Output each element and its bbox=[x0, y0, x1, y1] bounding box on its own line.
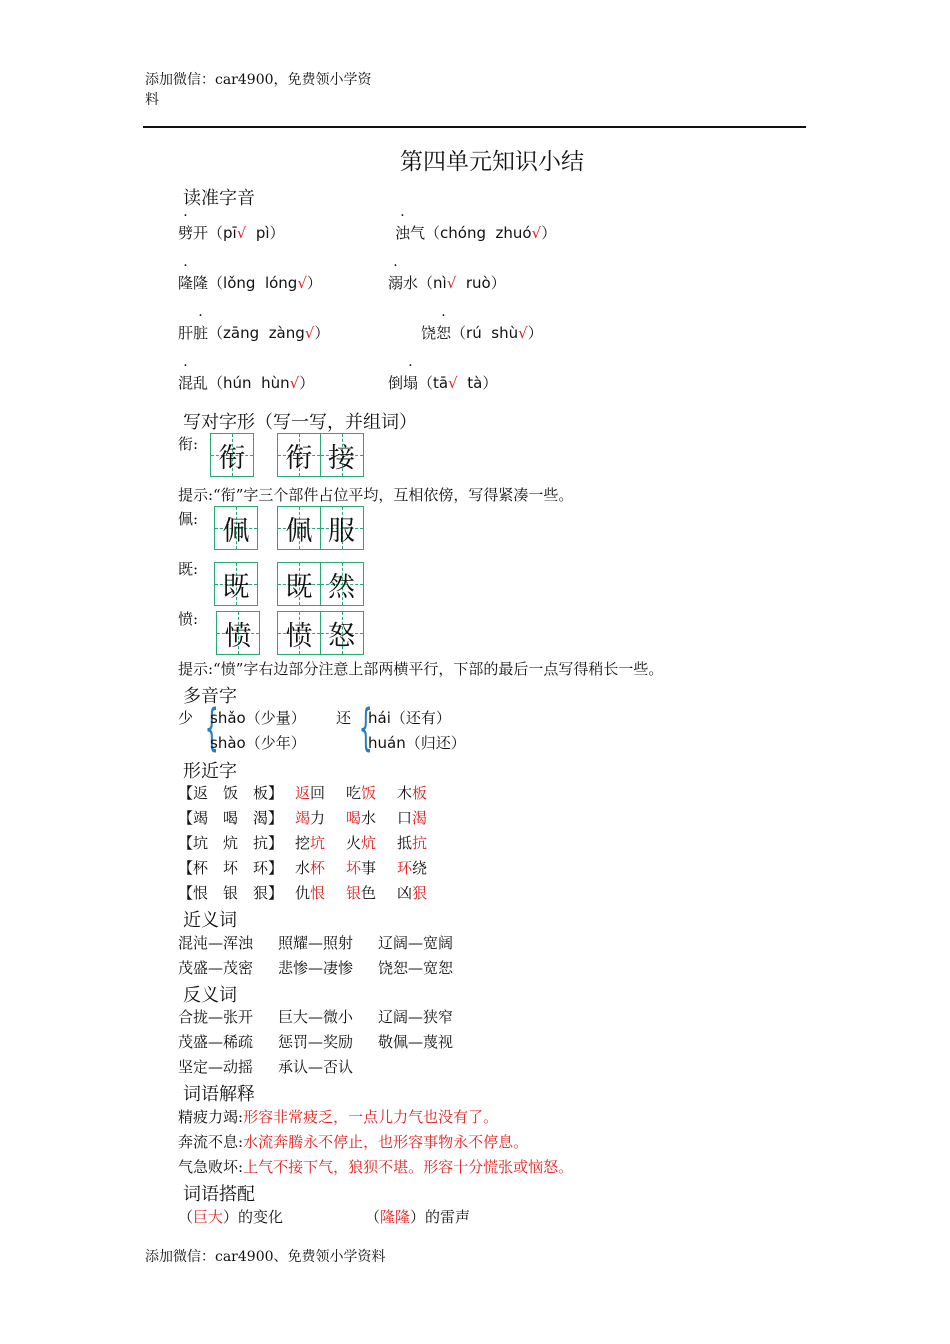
similar-word bbox=[397, 832, 427, 853]
pinyin-option: chóng bbox=[440, 224, 486, 242]
tianzige-single bbox=[216, 611, 260, 655]
word-char: 抗 bbox=[412, 834, 428, 852]
explain-definition: 上气不接下气，狼狈不堪。形容十分慌张或恼怒。 bbox=[243, 1158, 574, 1176]
tianzige-cell bbox=[320, 506, 364, 550]
pronunciation-dotted-char: 溺 bbox=[388, 274, 404, 292]
pinyin-option: rú bbox=[466, 324, 482, 342]
collocation-item bbox=[365, 1206, 470, 1227]
similar-word bbox=[295, 857, 325, 878]
check-mark: √ bbox=[236, 224, 247, 242]
similar-word bbox=[295, 782, 325, 803]
word-char: 绕 bbox=[412, 859, 428, 877]
pronunciation-item bbox=[421, 322, 543, 343]
similar-word bbox=[346, 807, 376, 828]
pronunciation-item bbox=[178, 222, 285, 243]
similar-word bbox=[295, 807, 325, 828]
collocation-bracket: （ bbox=[365, 1208, 381, 1226]
similar-word bbox=[346, 857, 376, 878]
polyphone-pinyin: hái bbox=[368, 709, 391, 727]
polyphone-pinyin: shǎo bbox=[210, 709, 246, 727]
word-char: 吃 bbox=[346, 784, 362, 802]
collocation-answer: 隆隆 bbox=[380, 1208, 411, 1226]
word-char: 喝 bbox=[346, 809, 362, 827]
word-char: 色 bbox=[361, 884, 377, 902]
grid-char: 既 bbox=[222, 571, 250, 603]
pinyin-option: nì bbox=[433, 274, 447, 292]
pronunciation-dotted-char: 隆 bbox=[178, 274, 194, 292]
grid-char: 愤 bbox=[224, 620, 252, 652]
pronunciation-char: 肝 bbox=[178, 324, 194, 342]
pronunciation-dotted-char: 恕 bbox=[436, 324, 452, 342]
word-char: 返 bbox=[295, 784, 311, 802]
synonyms-heading: 近义词 bbox=[183, 910, 237, 931]
header-rule bbox=[143, 126, 806, 128]
header-line-2: 料 bbox=[145, 92, 159, 108]
word-char: 回 bbox=[310, 784, 326, 802]
pinyin-option: hùn bbox=[261, 374, 290, 392]
synonyms-pair: 辽阔—宽阔 bbox=[378, 934, 454, 952]
similar-word bbox=[295, 832, 325, 853]
word-char: 坏 bbox=[346, 859, 362, 877]
explain-term: 奔流不息: bbox=[178, 1133, 244, 1151]
explain-definition: 水流奔腾永不停止，也形容事物永不停息。 bbox=[243, 1133, 529, 1151]
check-mark: √ bbox=[448, 374, 458, 392]
similar-group: 【坑 炕 抗】 bbox=[178, 834, 284, 852]
similar-word bbox=[397, 807, 427, 828]
grid-char: 衔 bbox=[218, 442, 246, 474]
explain-item bbox=[178, 1131, 528, 1152]
pronunciation-dotted-char: 塌 bbox=[403, 374, 419, 392]
writing-tip-1: 提示:“衔”字三个部件占位平均，互相依傍，写得紧凑一些。 bbox=[178, 486, 574, 504]
pronunciation-char: 饶 bbox=[421, 324, 437, 342]
grid-char: 佩 bbox=[222, 515, 250, 547]
pronunciation-item bbox=[178, 272, 322, 293]
collocation-item bbox=[178, 1206, 283, 1227]
writing-char-label: 衔: bbox=[178, 435, 199, 453]
pinyin-option: tā bbox=[433, 374, 449, 392]
pinyin-option: hún bbox=[223, 374, 252, 392]
check-mark: √ bbox=[304, 324, 315, 342]
tianzige-cell bbox=[320, 611, 364, 655]
tianzige-cell bbox=[216, 611, 260, 655]
writing-tip-2: 提示:“愤”字右边部分注意上部两横平行，下部的最后一点写得稍长一些。 bbox=[178, 660, 664, 678]
pinyin-option: shù bbox=[491, 324, 519, 342]
polyphone-char: 少 bbox=[178, 709, 194, 727]
tianzige-cell bbox=[277, 506, 321, 550]
grid-char: 愤 bbox=[285, 620, 313, 652]
pinyin-option: zàng bbox=[268, 324, 305, 342]
word-char: 事 bbox=[361, 859, 377, 877]
polyphone-pinyin: huán bbox=[368, 734, 406, 752]
grid-char: 既 bbox=[285, 571, 313, 603]
check-mark: √ bbox=[297, 274, 307, 292]
pronunciation-item bbox=[395, 222, 556, 243]
word-char: 仇 bbox=[295, 884, 311, 902]
tianzige-word bbox=[277, 506, 364, 550]
pronunciation-close: ） bbox=[269, 224, 285, 242]
tianzige-cell bbox=[277, 562, 321, 606]
writing-char-label: 既: bbox=[178, 560, 199, 578]
grid-char: 接 bbox=[328, 442, 355, 474]
pronunciation-char: （ bbox=[418, 374, 434, 392]
tianzige-cell bbox=[277, 611, 321, 655]
tianzige-cell bbox=[214, 562, 258, 606]
pronunciation-dotted-char: 混 bbox=[178, 374, 194, 392]
antonyms-heading: 反义词 bbox=[183, 985, 237, 1006]
tianzige-word bbox=[277, 433, 364, 477]
page-title: 第四单元知识小结 bbox=[400, 149, 584, 175]
pronunciation-heading: 读准字音 bbox=[183, 188, 255, 209]
pinyin-option: zāng bbox=[223, 324, 260, 342]
grid-char: 然 bbox=[328, 571, 355, 603]
explain-term: 精疲力竭: bbox=[178, 1108, 244, 1126]
synonyms-pair: 悲惨—凄惨 bbox=[278, 959, 354, 977]
similar-word bbox=[346, 832, 376, 853]
explain-term: 气急败坏: bbox=[178, 1158, 244, 1176]
pinyin-option: pī bbox=[223, 224, 237, 242]
similar-group: 【返 饭 板】 bbox=[178, 784, 284, 802]
header-line-1: 添加微信：car4900，免费领小学资 bbox=[145, 72, 372, 88]
word-char: 银 bbox=[346, 884, 362, 902]
word-char: 挖 bbox=[295, 834, 311, 852]
tianzige-single bbox=[210, 433, 254, 477]
pronunciation-char: 开（ bbox=[193, 224, 224, 242]
word-char: 环 bbox=[397, 859, 413, 877]
collocation-answer: 巨大 bbox=[193, 1208, 224, 1226]
polyphone-reading bbox=[368, 732, 466, 753]
check-mark: √ bbox=[531, 224, 542, 242]
pinyin-option: tà bbox=[467, 374, 483, 392]
pronunciation-item bbox=[388, 372, 497, 393]
pinyin-option: zhuó bbox=[495, 224, 532, 242]
word-char: 坑 bbox=[310, 834, 326, 852]
writing-heading: 写对字形（写一写，并组词） bbox=[183, 412, 417, 433]
word-char: 饭 bbox=[361, 784, 377, 802]
pronunciation-char: 气（ bbox=[410, 224, 441, 242]
similar-group: 【杯 坏 环】 bbox=[178, 859, 284, 877]
check-mark: √ bbox=[289, 374, 300, 392]
brace-icon: { bbox=[204, 699, 219, 757]
word-char: 抵 bbox=[397, 834, 413, 852]
word-char: 木 bbox=[397, 784, 413, 802]
polyphone-word: （少量） bbox=[245, 709, 306, 727]
similar-group: 【恨 银 狠】 bbox=[178, 884, 284, 902]
similar-heading: 形近字 bbox=[183, 761, 237, 782]
word-char: 力 bbox=[310, 809, 326, 827]
writing-char-label: 愤: bbox=[178, 610, 199, 628]
synonyms-pair: 茂盛—茂密 bbox=[178, 959, 254, 977]
pronunciation-char: （ bbox=[208, 324, 224, 342]
antonyms-pair: 辽阔—狭窄 bbox=[378, 1008, 454, 1026]
word-char: 水 bbox=[295, 859, 311, 877]
tianzige-single bbox=[214, 506, 258, 550]
word-char: 口 bbox=[397, 809, 413, 827]
polyphone-word: （还有） bbox=[390, 709, 451, 727]
grid-char: 衔 bbox=[285, 442, 313, 474]
antonyms-pair: 坚定—动摇 bbox=[178, 1058, 254, 1076]
collocation-heading: 词语搭配 bbox=[183, 1184, 255, 1205]
word-char: 狠 bbox=[412, 884, 428, 902]
similar-word bbox=[397, 882, 427, 903]
word-char: 竭 bbox=[295, 809, 311, 827]
check-mark: √ bbox=[446, 274, 457, 292]
antonyms-pair: 合拢—张开 bbox=[178, 1008, 254, 1026]
synonyms-pair: 饶恕—宽恕 bbox=[378, 959, 454, 977]
tianzige-cell bbox=[277, 433, 321, 477]
antonyms-pair: 敬佩—蔑视 bbox=[378, 1033, 454, 1051]
pronunciation-close: ） bbox=[314, 324, 330, 342]
polyphone-word: （少年） bbox=[245, 734, 306, 752]
pronunciation-char: 隆（ bbox=[193, 274, 224, 292]
pronunciation-char: 水（ bbox=[403, 274, 434, 292]
footer-text: 添加微信：car4900、免费领小学资料 bbox=[145, 1249, 386, 1265]
pronunciation-char: （ bbox=[451, 324, 467, 342]
explain-heading: 词语解释 bbox=[183, 1084, 255, 1105]
pronunciation-close: ） bbox=[306, 274, 322, 292]
tianzige-cell bbox=[320, 562, 364, 606]
pronunciation-char: 倒 bbox=[388, 374, 404, 392]
pronunciation-dotted-char: 劈 bbox=[178, 224, 194, 242]
word-char: 渴 bbox=[412, 809, 428, 827]
similar-word bbox=[346, 782, 376, 803]
pronunciation-dotted-char: 浊 bbox=[395, 224, 411, 242]
writing-char-label: 佩: bbox=[178, 510, 199, 528]
word-char: 火 bbox=[346, 834, 362, 852]
grid-char: 佩 bbox=[285, 515, 313, 547]
word-char: 板 bbox=[412, 784, 428, 802]
word-char: 恨 bbox=[310, 884, 326, 902]
pinyin-option: lóng bbox=[264, 274, 298, 292]
similar-word bbox=[397, 782, 427, 803]
tianzige-word bbox=[277, 611, 364, 655]
explain-definition: 形容非常疲乏，一点儿力气也没有了。 bbox=[243, 1108, 499, 1126]
synonyms-pair: 照耀—照射 bbox=[278, 934, 354, 952]
pinyin-option: ruò bbox=[465, 274, 491, 292]
pronunciation-item bbox=[178, 322, 329, 343]
word-char: 水 bbox=[361, 809, 377, 827]
pronunciation-item bbox=[388, 272, 506, 293]
tianzige-cell bbox=[210, 433, 254, 477]
collocation-bracket: ） bbox=[223, 1208, 239, 1226]
polyphone-word: （归还） bbox=[405, 734, 466, 752]
collocation-bracket: （ bbox=[178, 1208, 194, 1226]
word-char: 凶 bbox=[397, 884, 413, 902]
pronunciation-close: ） bbox=[527, 324, 543, 342]
pronunciation-item bbox=[178, 372, 314, 393]
synonyms-pair: 混沌—浑浊 bbox=[178, 934, 254, 952]
collocation-bracket: ） bbox=[410, 1208, 426, 1226]
antonyms-pair: 承认—否认 bbox=[278, 1058, 354, 1076]
antonyms-pair: 巨大—微小 bbox=[278, 1008, 354, 1026]
collocation-rest: 的变化 bbox=[238, 1208, 284, 1226]
polyphone-reading bbox=[368, 707, 451, 728]
polyphone-reading bbox=[210, 707, 306, 728]
polyphone-heading: 多音字 bbox=[183, 686, 237, 707]
similar-group: 【竭 喝 渴】 bbox=[178, 809, 284, 827]
polyphone-char: 还 bbox=[336, 709, 352, 727]
antonyms-pair: 茂盛—稀疏 bbox=[178, 1033, 254, 1051]
explain-item bbox=[178, 1106, 498, 1127]
pronunciation-close: ） bbox=[482, 374, 498, 392]
word-char: 杯 bbox=[310, 859, 326, 877]
polyphone-pinyin: shào bbox=[210, 734, 246, 752]
grid-char: 服 bbox=[328, 515, 355, 547]
collocation-rest: 的雷声 bbox=[425, 1208, 471, 1226]
check-mark: √ bbox=[518, 324, 528, 342]
tianzige-cell bbox=[214, 506, 258, 550]
tianzige-cell bbox=[320, 433, 364, 477]
word-char: 炕 bbox=[361, 834, 377, 852]
grid-char: 怒 bbox=[328, 620, 355, 652]
tianzige-word bbox=[277, 562, 364, 606]
antonyms-pair: 惩罚—奖励 bbox=[278, 1033, 354, 1051]
pronunciation-dotted-char: 脏 bbox=[193, 324, 209, 342]
pronunciation-char: 乱（ bbox=[193, 374, 224, 392]
similar-word bbox=[295, 882, 325, 903]
pinyin-option: pì bbox=[255, 224, 270, 242]
tianzige-single bbox=[214, 562, 258, 606]
pronunciation-close: ） bbox=[541, 224, 557, 242]
pronunciation-close: ） bbox=[490, 274, 506, 292]
similar-word bbox=[397, 857, 427, 878]
polyphone-reading bbox=[210, 732, 306, 753]
similar-word bbox=[346, 882, 376, 903]
brace-icon: { bbox=[358, 699, 373, 757]
explain-item bbox=[178, 1156, 573, 1177]
pronunciation-close: ） bbox=[299, 374, 315, 392]
pinyin-option: lǒng bbox=[223, 274, 256, 292]
